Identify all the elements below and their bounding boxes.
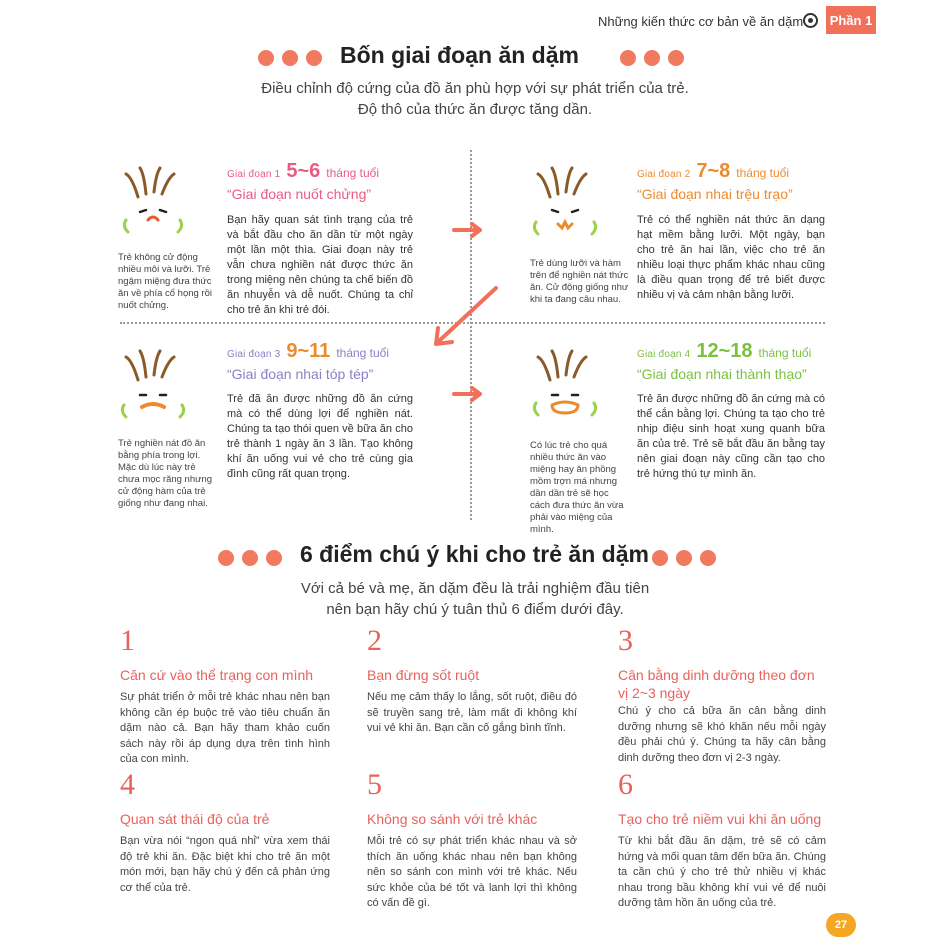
stage3-range: 9~11 [286,340,331,362]
stage3-unit: tháng tuổi [336,346,390,360]
stage4-label: Giai đoạn 4 [637,349,691,360]
point6-description: Từ khi bắt đầu ăn dặm, trẻ sẽ có cảm hứng và mối quan tâm đến bữa ăn. Chúng ta cần chú ý cho trẻ thử nhiều vị khác nhau trong bầu không khí vui vẻ để nuôi dưỡng tâm hồn ăn uống của trẻ. [618,835,826,909]
stage3-face-note: Trẻ nghiền nát đồ ăn bằng phía trong lợi. Mặc dù lúc này trẻ chưa mọc răng nhưng cử động hàm của trẻ giống như đang nhai. [118,438,213,509]
page-number: 27 [826,913,856,937]
point3-title: Cân bằng dinh dưỡng theo đơn vị 2~3 ngày [618,667,815,701]
stage4-unit: tháng tuổi [758,346,812,360]
point3-description: Chú ý cho cả bữa ăn cân bằng dinh dưỡng nhưng sẽ khó khăn nếu mỗi ngày đều phải chú ý. Chúng ta hãy cân bằng dinh dưỡng theo đơn vị 2-3 ngày. [618,705,826,764]
arrow-right-icon [452,386,486,402]
stage2-description: Trẻ có thể nghiền nát thức ăn dạng hạt mềm bằng lưỡi. Một ngày, bạn cho trẻ ăn hai lần, việc cho trẻ ăn nhiều loại thực phẩm khác nhau cũng là điều quan trọng để trẻ biết được nhiều vị và cảm nhận bằng lưỡi. [637,214,825,301]
points-subtitle-line1: Với cả bé và mẹ, ăn dặm đều là trải nghiệm đầu tiên [300,580,650,597]
stage3-label: Giai đoạn 3 [227,349,281,360]
stage1-header [227,160,379,183]
stage3-name: “Giai đoạn nhai tóp tép” [227,366,374,382]
stages-title: Bốn giai đoạn ăn dặm [340,42,579,68]
stage2-label: Giai đoạn 2 [637,169,691,180]
decorative-dots-right [652,550,716,566]
baby-face-stage1-icon [118,162,188,242]
stage1-description: Bạn hãy quan sát tình trạng của trẻ và bắt đầu cho ăn dần từ một ngày một lần một thìa. Giai đoạn này trẻ vẫn chưa nghiền nát được thức ăn trong miệng nên chúng ta chế biến đồ ăn nhuyễn và dễ nuốt. Chúng ta chỉ cho trẻ ăn khi trẻ đói. [227,214,413,316]
bullet-icon [803,13,818,28]
point6-number: 6 [618,768,633,801]
stage2-unit: tháng tuổi [736,166,790,180]
stage3-header [227,340,389,363]
decorative-dots-left [258,50,322,66]
stage4-range: 12~18 [696,340,753,362]
chapter-title: Những kiến thức cơ bản về ăn dặm [598,14,804,29]
stage1-label: Giai đoạn 1 [227,169,281,180]
stage1-range: 5~6 [286,160,321,182]
part-tab: Phần 1 [826,6,876,34]
point6-title: Tạo cho trẻ niềm vui khi ăn uống [618,811,822,827]
baby-face-stage4-icon [530,345,600,425]
stages-subtitle-line2: Độ thô của thức ăn được tăng dần. [357,101,593,118]
stage3-description: Trẻ đã ăn được những đồ ăn cứng mà có thể dùng lợi để nghiền nát. Chúng ta tạo thói quen về bữa ăn cho trẻ thành 1 ngày ăn 3 lần. Tạo không khí ăn uống vui vẻ cho trẻ cùng gia đình cũng rất quan trọng. [227,393,413,480]
points-title: 6 điểm chú ý khi cho trẻ ăn dặm [300,541,649,567]
points-subtitle-line2: nên bạn hãy chú ý tuân thủ 6 điểm dưới đây. [326,601,624,618]
stage2-range: 7~8 [696,160,731,182]
point1-number: 1 [120,624,135,657]
stage2-header [637,160,789,183]
point4-number: 4 [120,768,135,801]
arrow-diagonal-icon [428,284,500,350]
stage1-name: “Giai đoạn nuốt chửng” [227,186,372,202]
points-subtitle [230,578,720,620]
stage4-description: Trẻ ăn được những đồ ăn cứng mà có thể cắn bằng lợi. Chúng ta tạo cho trẻ nhịp điệu sinh hoạt xung quanh bữa ăn của trẻ. Trẻ sẽ bắt đầu ăn bằng tay nên giai đoạn này cũng cần tạo cho trẻ hứng thú tự mình ăn. [637,393,825,480]
stage1-unit: tháng tuổi [326,166,380,180]
stage4-name: “Giai đoạn nhai thành thạo” [637,366,807,382]
point5-number: 5 [367,768,382,801]
point5-description: Mỗi trẻ có sự phát triển khác nhau và sở thích ăn uống khác nhau nên bạn không nên so sánh con mình với trẻ khác. Nếu sức khỏe của bé tốt và lanh lợi thì không có vấn đề gì. [367,835,577,909]
point5-title: Không so sánh với trẻ khác [367,811,538,827]
stages-subtitle [200,78,750,120]
baby-face-stage2-icon [530,162,600,242]
decorative-dots-left [218,550,282,566]
point2-title: Bạn đừng sốt ruột [367,667,480,683]
decorative-dots-right [620,50,684,66]
point1-title: Căn cứ vào thể trạng con mình [120,667,314,683]
stage1-face-note: Trẻ không cử động nhiều môi và lưỡi. Trẻ ngậm miệng đưa thức ăn về phía cổ họng rồi nuốt chửng. [118,252,213,311]
baby-face-stage3-icon [118,345,188,425]
stage4-header [637,340,811,363]
stage4-face-note: Có lúc trẻ cho quá nhiều thức ăn vào miệng hay ăn phồng mồm trợn má nhưng dần dần trẻ sẽ học cách đưa thức ăn vừa phải vào miệng của mình. [530,440,624,535]
point4-title: Quan sát thái độ của trẻ [120,811,270,827]
point1-description: Sự phát triển ở mỗi trẻ khác nhau nên bạn không cần ép buộc trẻ vào tiêu chuẩn ăn dặm nào cả. Bạn hãy tham khảo cuốn sách này rồi áp dụng dựa trên tình hình của con mình. [120,691,330,765]
point2-number: 2 [367,624,382,657]
point4-description: Bạn vừa nói “ngon quá nhỉ” vừa xem thái độ trẻ khi ăn. Đặc biệt khi cho trẻ ăn một món mới, bạn hãy chú ý đến cả phản ứng cơ thể của trẻ. [120,835,330,894]
point2-description: Nếu mẹ cảm thấy lo lắng, sốt ruột, điều đó sẽ truyền sang trẻ, làm mất đi không khí vui vẻ khi ăn. Bạn cần cố gắng bình tĩnh. [367,691,577,734]
point3-number: 3 [618,624,633,657]
arrow-right-icon [452,222,486,238]
stage2-name: “Giai đoạn nhai trệu trạo” [637,186,793,202]
stage2-face-note: Trẻ dùng lưỡi và hàm trên để nghiền nát thức ăn. Cử động giống như khi ta đang câu nhau. [530,258,629,305]
stages-subtitle-line1: Điều chỉnh độ cứng của đồ ăn phù hợp với sự phát triển của trẻ. [261,80,689,97]
